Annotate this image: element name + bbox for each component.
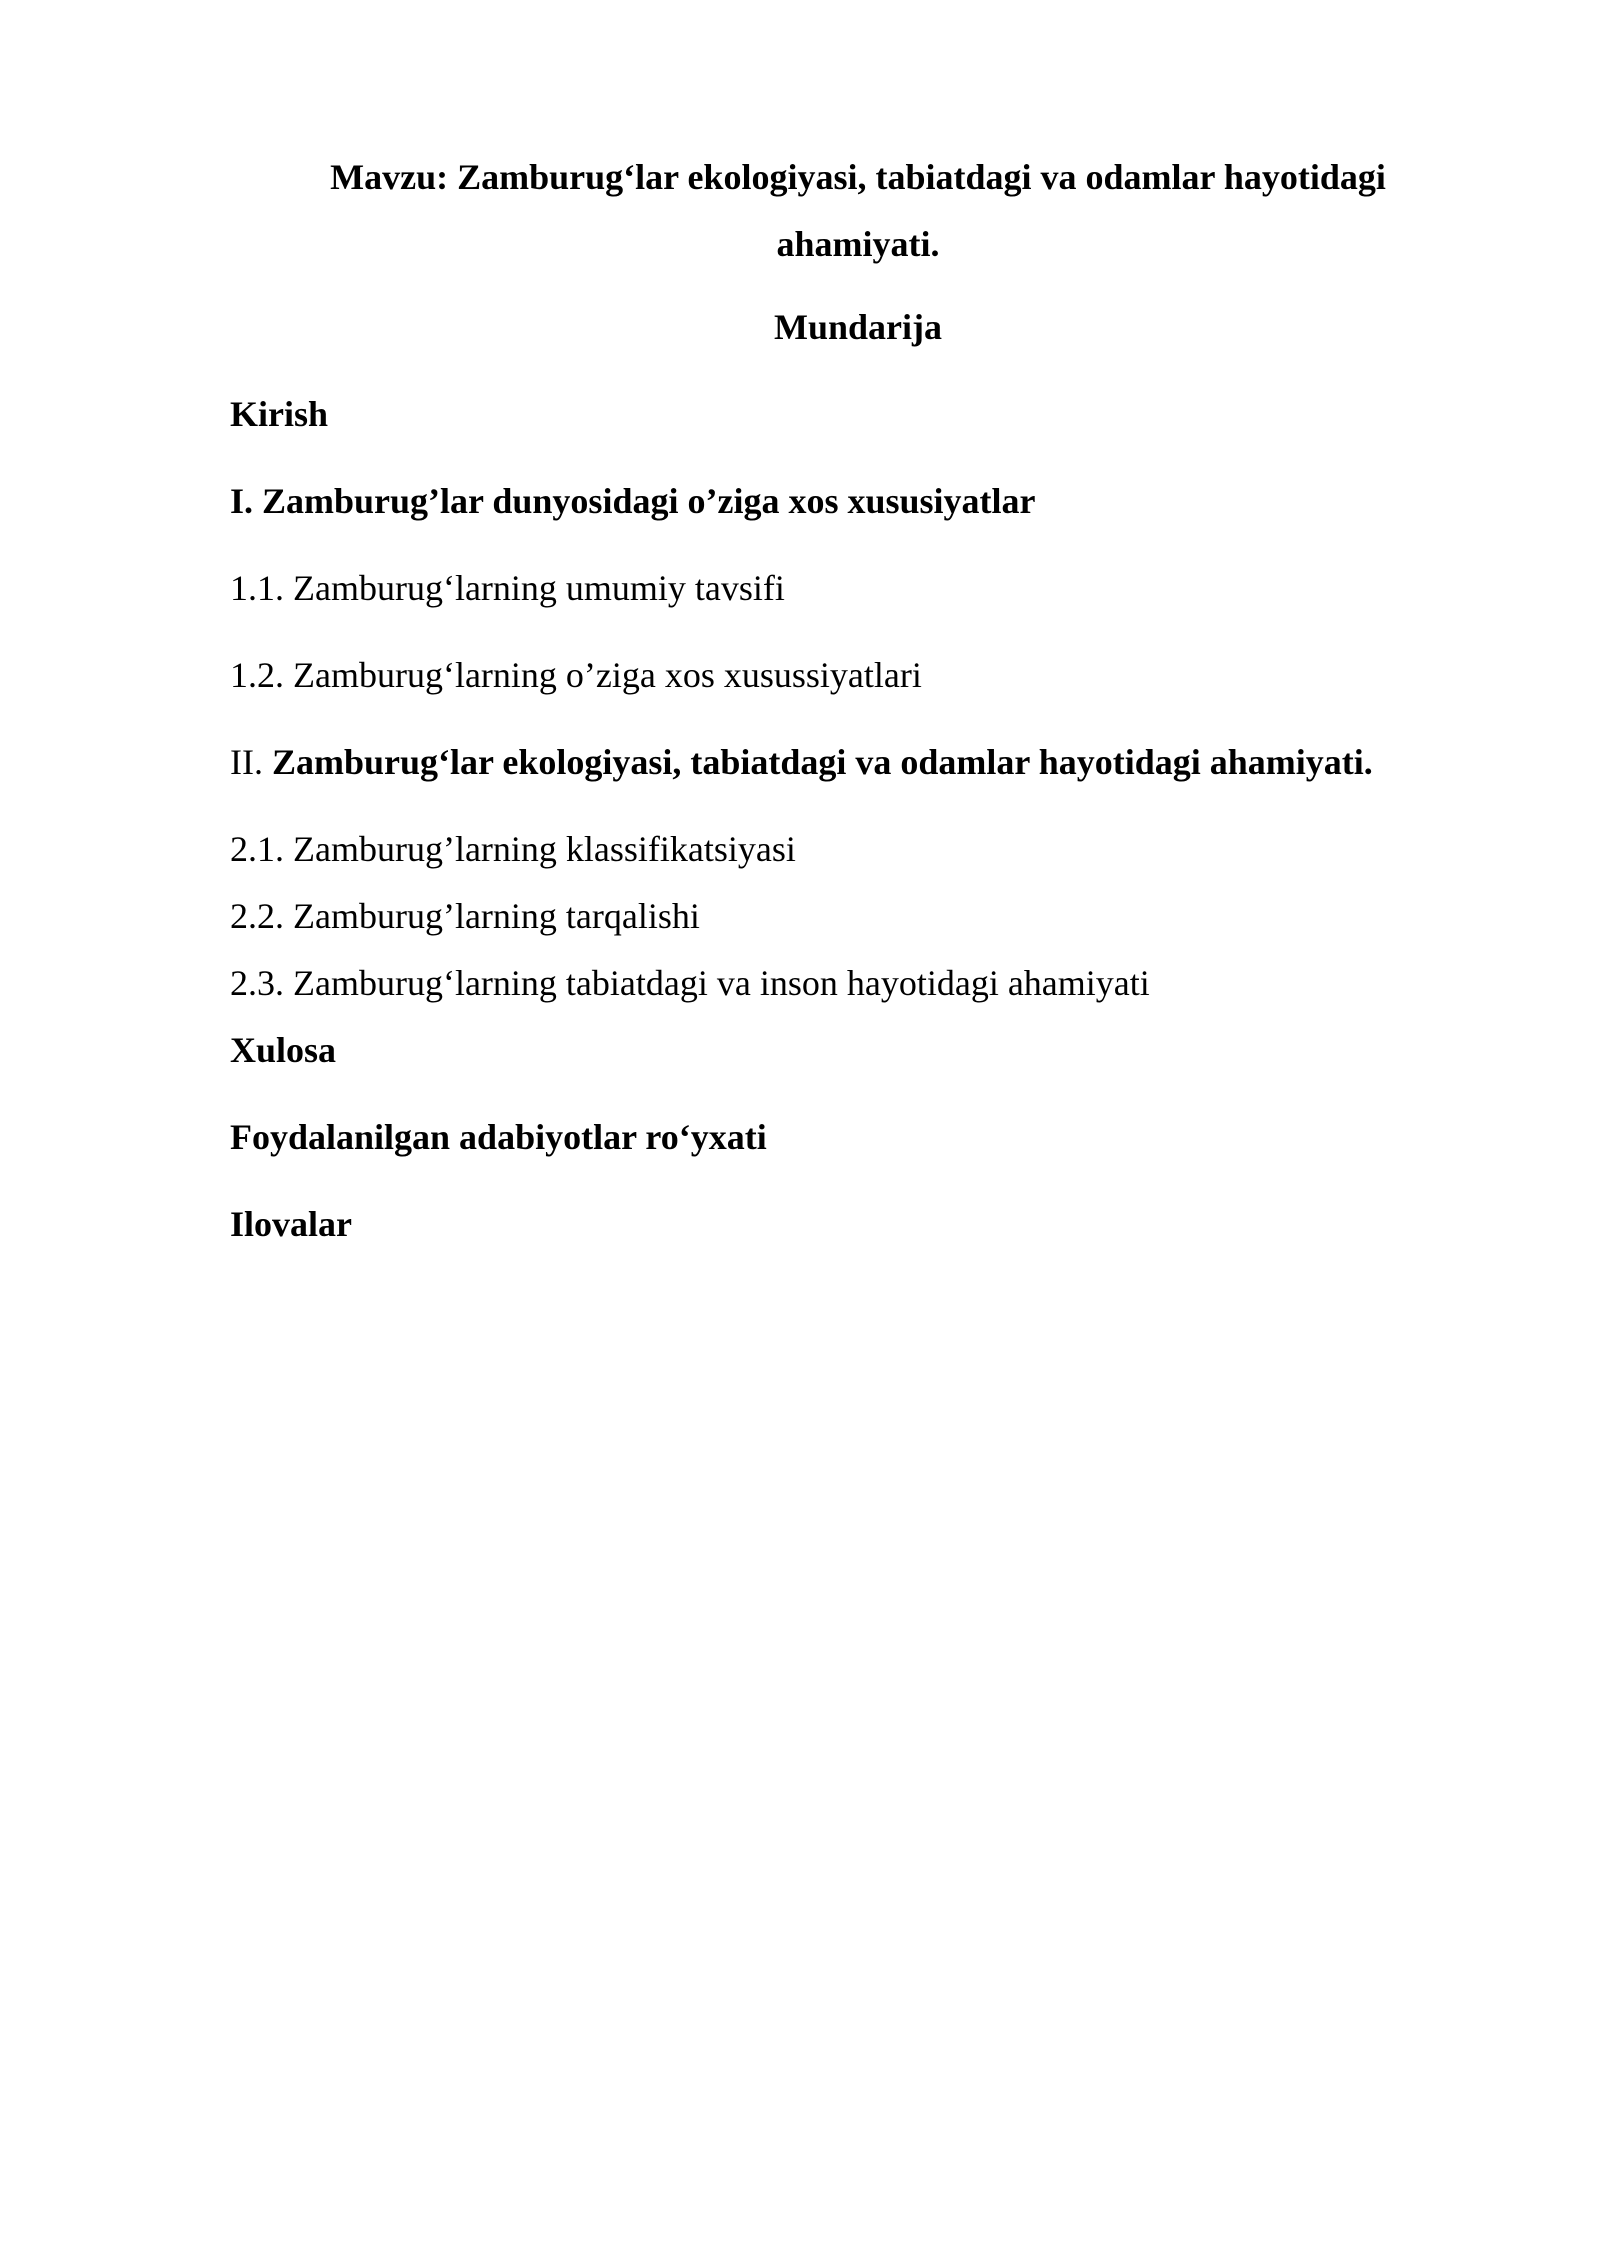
toc-entry-xulosa: Xulosa	[230, 1030, 337, 1070]
toc-entry-chapter-2	[230, 735, 1373, 789]
toc-entry-section-1-1: 1.1. Zamburug‘larning umumiy tavsifi	[230, 568, 785, 608]
toc-entry-section-1-2: 1.2. Zamburug‘larning o’ziga xos xusussiyatlari	[230, 655, 922, 695]
toc-entry-chapter-1: I. Zamburug’lar dunyosidagi o’ziga xos xususiyatlar	[230, 481, 1036, 521]
toc-entry-adabiyotlar: Foydalanilgan adabiyotlar ro‘yxati	[230, 1117, 767, 1157]
chapter-2-title: Zamburug‘lar ekologiyasi, tabiatdagi va odamlar hayotidagi ahamiyati.	[271, 742, 1373, 782]
toc-entry-section-2-2: 2.2. Zamburug’larning tarqalishi	[230, 896, 700, 936]
toc-entry-section-2-3: 2.3. Zamburug‘larning tabiatdagi va inson hayotidagi ahamiyati	[230, 963, 1150, 1003]
title-line-1: Mavzu: Zamburug‘lar ekologiyasi, tabiatdagi va odamlar hayotidagi	[330, 157, 1386, 197]
chapter-2-number: II.	[230, 742, 263, 782]
toc-entry-kirish: Kirish	[230, 394, 329, 434]
toc-entry-section-2-1: 2.1. Zamburug’larning klassifikatsiyasi	[230, 829, 796, 869]
toc-entry-ilovalar: Ilovalar	[230, 1204, 352, 1244]
title-line-2: ahamiyati.	[776, 224, 940, 264]
document-title	[230, 144, 1486, 278]
toc-heading: Mundarija	[773, 307, 942, 347]
